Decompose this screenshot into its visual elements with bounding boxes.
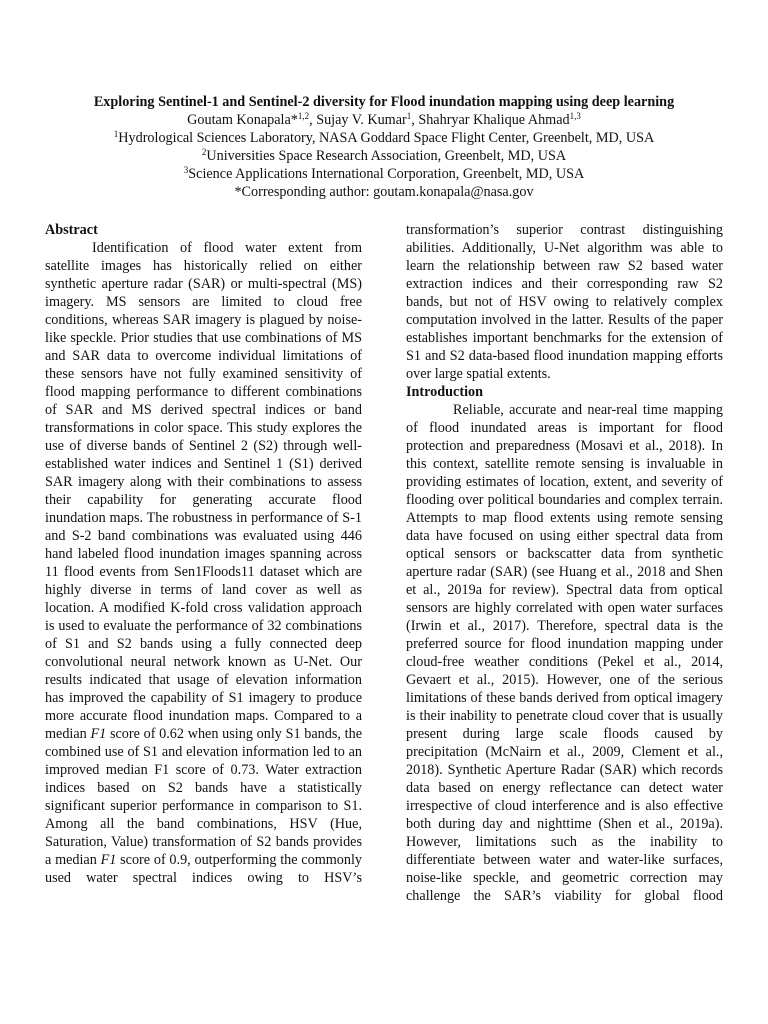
f1-italic: F1 [100,852,117,868]
left-column [45,221,362,887]
author-sup: 1,2 [297,111,310,121]
affiliation-sup: 1 [113,129,119,139]
abstract-text: score of 0.62 when using only S1 bands, the combined use of S1 and elevation information led to an improved median F1 score of 0.73. Water extraction indices based on S2 bands have a statistically significant superior performance in comparison to S1. Among all the band combinations, HSV (Hue, Saturation, Value) transformation of S2 bands provides a median [45,726,362,868]
abstract-paragraph [45,239,362,887]
abstract-text: score of 0.9, outperforming the commonly used water spectral indices owing to HSV’s [45,852,362,886]
introduction-paragraph: Reliable, accurate and near-real time mapping of flood inundated areas is important for flood protection and preparedness (Mosavi et al., 2018). In this context, satellite remote sensing is invaluable in providing estimates of location, extent, and severity of flooding over political boundaries and complex terrain. Attempts to map flood extents using remote sensing data have focused on using either spectral data from optical sensors or backscatter data from synthetic aperture radar (SAR) (see Huang et al., 2018 and Shen et al., 2019a for review). Spectral data from optical sensors are highly correlated with open water surfaces (Irwin et al., 2017). Therefore, spectral data is the preferred source for flood inundation mapping under cloud-free weather conditions (Pekel et al., 2014, Gevaert et al., 2015). However, one of the serious limitations of these bands derived from optical imagery is their inability to penetrate cloud cover that is usually present during large scale floods caused by precipitation (McNairn et al., 2009, Clement et al., 2018). Synthetic Aperture Radar (SAR) which records data based on energy reflectance can detect water irrespective of cloud interference and is also effective both during day and nighttime (Shen et al., 2019a). However, limitations such as the inability to differentiate between water and water-like surfaces, noise-like speckle, and geometric correction may challenge the SAR’s viability for global flood [406,402,723,904]
f1-italic: F1 [90,726,107,742]
author-konapala: Goutam Konapala* [187,112,298,128]
author-kumar: , Sujay V. Kumar [309,112,407,128]
paper-title: Exploring Sentinel-1 and Sentinel-2 diversity for Flood inundation mapping using deep learning [93,94,675,110]
abstract-text: Identification of flood water extent from satellite images has historically relied on either synthetic aperture radar (SAR) or multi-spectral (MS) imagery. MS sensors are limited to cloud free conditions, whereas SAR imagery is plagued by noise-like speckle. Prior studies that use combinations of MS and SAR data to overcome individual limitations of these sensors have not fully examined sensitivity of flood mapping performance to different combinations of SAR and MS derived spectral indices or band transformations in color space. This study explores the use of diverse bands of Sentinel 2 (S2) through well-established water indices and Sentinel 1 (S1) derived SAR imagery along with their combinations to assess their capability for generating accurate flood inundation maps. The robustness in performance of S-1 and S-2 band combinations was evaluated using 446 hand labeled flood inundation images spanning across 11 flood events from Sen1Floods11 dataset which are highly diverse in terms of land cover as well as location. A modified K-fold cross validation approach is used to evaluate the performance of 32 combinations of S1 and S2 bands using a fully connected deep convolutional neural network known as U-Net. Our results indicated that usage of elevation information has improved the capability of S1 imagery to produce more accurate flood inundation maps. Compared to a median [45,240,362,742]
corresponding-author: *Corresponding author: goutam.konapala@nasa.gov [234,184,534,200]
affiliation-text: Universities Space Research Association, Greenbelt, MD, USA [206,148,567,164]
author-line [40,111,728,129]
affiliation-text: Hydrological Sciences Laboratory, NASA Goddard Space Flight Center, Greenbelt, MD, USA [118,130,655,146]
affiliation-sup: 3 [183,165,189,175]
right-column [406,221,723,905]
author-ahmad: , Shahryar Khalique Ahmad [411,112,570,128]
abstract-heading: Abstract [45,222,98,238]
affiliation-text: Science Applications International Corporation, Greenbelt, MD, USA [188,166,585,182]
affiliation-3 [40,165,728,183]
abstract-continuation: transformation’s superior contrast distinguishing abilities. Additionally, U-Net algorithm was able to learn the relationship between raw S2 based water extraction indices and their corresponding raw S2 bands, but not of HSV owing to relatively complex computation involved in the latter. Results of the paper establishes important benchmarks for the extension of S1 and S2 data-based flood inundation mapping efforts over large spatial extents. [406,222,723,382]
affiliation-1 [40,129,728,147]
affiliation-sup: 2 [201,147,207,157]
author-sup: 1,3 [569,111,581,121]
introduction-heading: Introduction [406,384,483,400]
author-sup: 1 [406,111,412,121]
paper-header [40,93,728,201]
affiliation-2 [40,147,728,165]
